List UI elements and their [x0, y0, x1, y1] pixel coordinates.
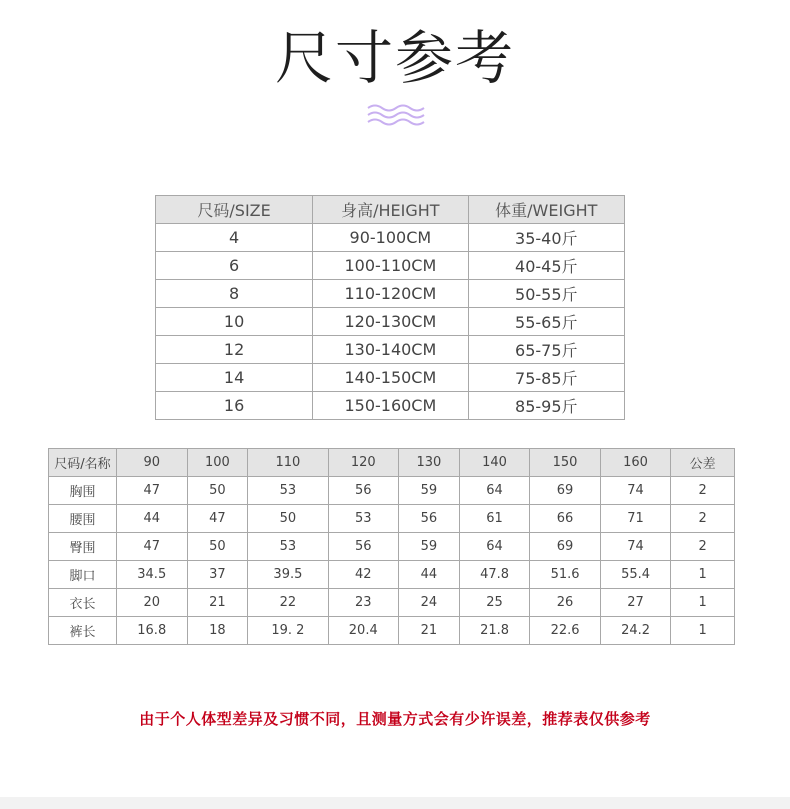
table-cell: 2	[671, 477, 735, 505]
table-cell: 50	[187, 477, 248, 505]
table-header-row	[49, 449, 735, 477]
table-cell: 24	[399, 589, 460, 617]
table-row	[49, 533, 735, 561]
header-cell: 160	[600, 449, 671, 477]
table-cell: 50	[248, 505, 328, 533]
table-cell: 110-120CM	[313, 280, 468, 308]
table-cell: 53	[248, 533, 328, 561]
table-cell: 51.6	[530, 561, 601, 589]
table-cell: 23	[328, 589, 399, 617]
table-cell: 56	[399, 505, 460, 533]
table-cell: 69	[530, 533, 601, 561]
table-cell: 10	[156, 308, 313, 336]
table-cell: 74	[600, 477, 671, 505]
table-cell: 130-140CM	[313, 336, 468, 364]
table-cell: 50-55斤	[468, 280, 624, 308]
table-row	[49, 477, 735, 505]
header-cell: 90	[117, 449, 188, 477]
table-row	[156, 252, 625, 280]
header-cell: 130	[399, 449, 460, 477]
table-cell: 12	[156, 336, 313, 364]
table-cell: 腰围	[49, 505, 117, 533]
table-cell: 42	[328, 561, 399, 589]
table-row	[49, 561, 735, 589]
table-cell: 1	[671, 589, 735, 617]
header-cell: 120	[328, 449, 399, 477]
table-cell: 74	[600, 533, 671, 561]
header-cell: 公差	[671, 449, 735, 477]
table-row	[156, 364, 625, 392]
table-cell: 臀围	[49, 533, 117, 561]
table-row	[49, 617, 735, 645]
table-cell: 85-95斤	[468, 392, 624, 420]
header-cell: 体重/WEIGHT	[468, 196, 624, 224]
table-row	[156, 280, 625, 308]
header-cell: 140	[459, 449, 530, 477]
table-row	[156, 392, 625, 420]
table-cell: 胸围	[49, 477, 117, 505]
measurement-table	[48, 448, 735, 645]
table-row	[49, 589, 735, 617]
table-cell: 4	[156, 224, 313, 252]
table-cell: 75-85斤	[468, 364, 624, 392]
table-cell: 47	[117, 533, 188, 561]
table-cell: 14	[156, 364, 313, 392]
table-cell: 47	[117, 477, 188, 505]
table-cell: 44	[117, 505, 188, 533]
table-cell: 120-130CM	[313, 308, 468, 336]
table-cell: 55.4	[600, 561, 671, 589]
table-cell: 2	[671, 533, 735, 561]
table-cell: 22.6	[530, 617, 601, 645]
table-cell: 16	[156, 392, 313, 420]
bottom-divider	[0, 797, 790, 809]
table-cell: 16.8	[117, 617, 188, 645]
table-cell: 8	[156, 280, 313, 308]
page-title: 尺寸参考	[274, 24, 515, 92]
table-cell: 64	[459, 477, 530, 505]
table-header-row	[156, 196, 625, 224]
disclaimer-note: 由于个人体型差异及习惯不同，且测量方式会有少许误差，推荐表仅供参考	[139, 710, 651, 728]
table-cell: 39.5	[248, 561, 328, 589]
table-cell: 21	[187, 589, 248, 617]
table-cell: 66	[530, 505, 601, 533]
table-row	[156, 224, 625, 252]
table-cell: 59	[399, 533, 460, 561]
table-cell: 50	[187, 533, 248, 561]
table-cell: 61	[459, 505, 530, 533]
table-cell: 53	[328, 505, 399, 533]
table-cell: 37	[187, 561, 248, 589]
table-cell: 47	[187, 505, 248, 533]
table-row	[156, 308, 625, 336]
table-cell: 21	[399, 617, 460, 645]
table-cell: 71	[600, 505, 671, 533]
table-cell: 裤长	[49, 617, 117, 645]
table-cell: 2	[671, 505, 735, 533]
table-cell: 56	[328, 533, 399, 561]
table-cell: 100-110CM	[313, 252, 468, 280]
table-cell: 脚口	[49, 561, 117, 589]
table-cell: 18	[187, 617, 248, 645]
table-row	[156, 336, 625, 364]
table-cell: 20	[117, 589, 188, 617]
table-cell: 1	[671, 617, 735, 645]
table-cell: 64	[459, 533, 530, 561]
table-row	[49, 505, 735, 533]
table-cell: 1	[671, 561, 735, 589]
header-cell: 尺码/名称	[49, 449, 117, 477]
table-cell: 44	[399, 561, 460, 589]
table-cell: 90-100CM	[313, 224, 468, 252]
table-cell: 150-160CM	[313, 392, 468, 420]
table-cell: 65-75斤	[468, 336, 624, 364]
table-cell: 47.8	[459, 561, 530, 589]
table-cell: 53	[248, 477, 328, 505]
header-cell: 110	[248, 449, 328, 477]
table-cell: 6	[156, 252, 313, 280]
table-cell: 59	[399, 477, 460, 505]
table-cell: 20.4	[328, 617, 399, 645]
header-cell: 身高/HEIGHT	[313, 196, 468, 224]
table-cell: 21.8	[459, 617, 530, 645]
header-cell: 100	[187, 449, 248, 477]
table-cell: 69	[530, 477, 601, 505]
table-cell: 40-45斤	[468, 252, 624, 280]
table-cell: 55-65斤	[468, 308, 624, 336]
header-cell: 150	[530, 449, 601, 477]
table-cell: 24.2	[600, 617, 671, 645]
table-cell: 35-40斤	[468, 224, 624, 252]
size-reference-table	[155, 195, 625, 420]
table-cell: 27	[600, 589, 671, 617]
header-cell: 尺码/SIZE	[156, 196, 313, 224]
table-cell: 56	[328, 477, 399, 505]
table-cell: 衣长	[49, 589, 117, 617]
table-cell: 19. 2	[248, 617, 328, 645]
table-cell: 26	[530, 589, 601, 617]
table-cell: 34.5	[117, 561, 188, 589]
table-cell: 140-150CM	[313, 364, 468, 392]
table-cell: 25	[459, 589, 530, 617]
wave-decoration-icon	[366, 104, 426, 126]
table-cell: 22	[248, 589, 328, 617]
